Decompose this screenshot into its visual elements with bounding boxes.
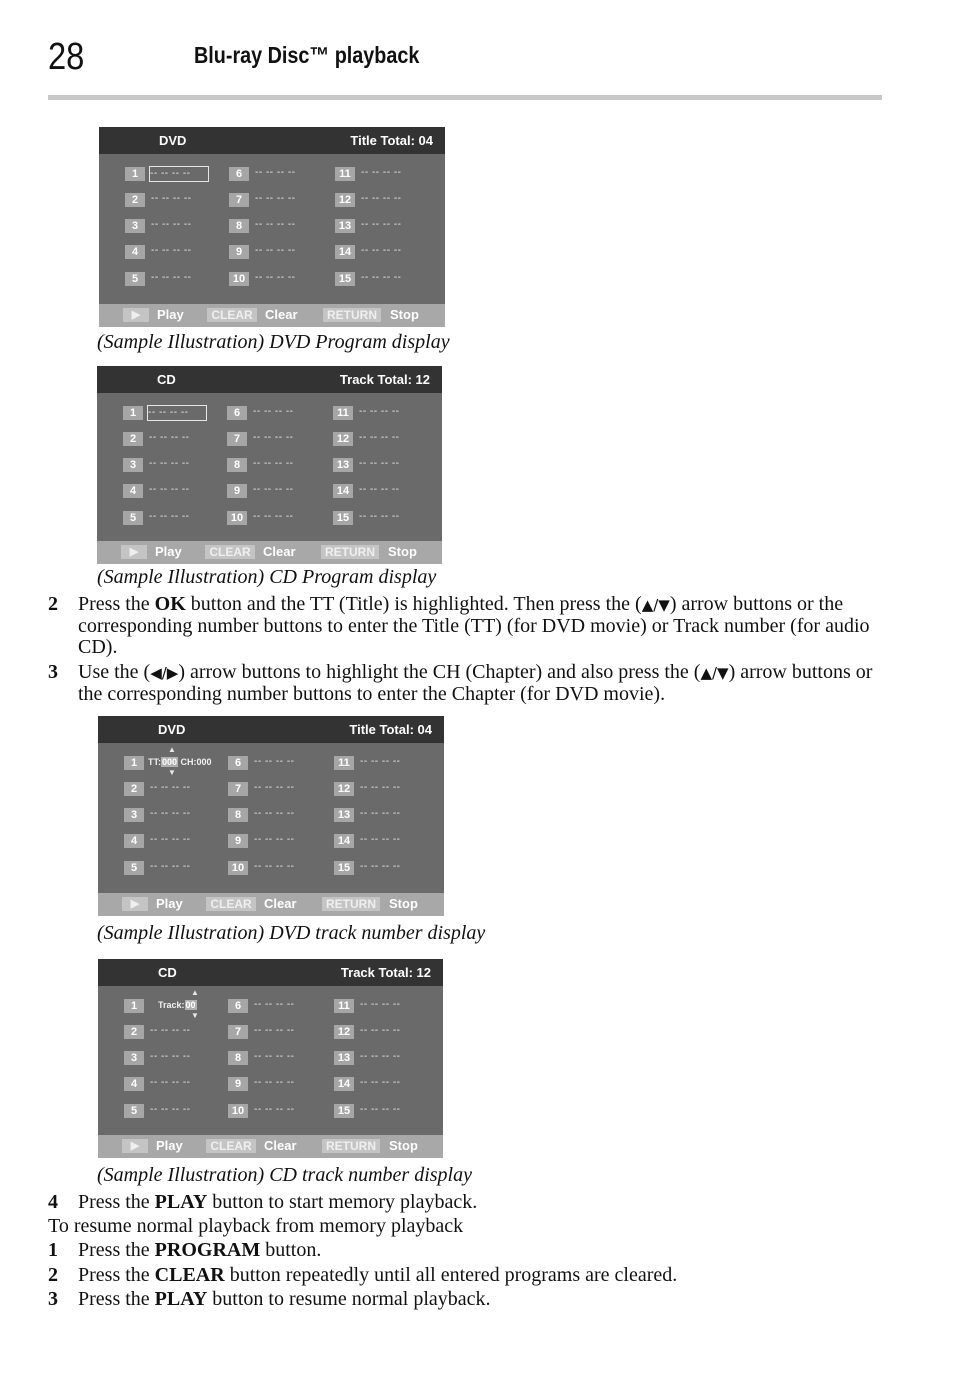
up-down-arrow-icon: ▲/▼: [641, 596, 670, 614]
slot-number: 8: [228, 1051, 248, 1065]
panel-footer: [99, 304, 445, 327]
step-number: 4: [48, 1191, 58, 1213]
slot-value: -- -- -- --: [149, 432, 190, 443]
slot-number: 6: [227, 406, 247, 420]
slot-value: -- -- -- --: [150, 1104, 191, 1115]
step-number: 2: [48, 593, 58, 615]
program-slot: [335, 271, 435, 287]
program-slot: [229, 166, 329, 182]
program-slot: [124, 1024, 224, 1040]
slot-value: -- -- -- --: [150, 808, 191, 819]
program-slot: [123, 483, 223, 499]
slot-value: -- -- -- --: [254, 1104, 295, 1115]
panel-header: [98, 959, 443, 986]
slot-value: -- -- -- --: [254, 861, 295, 872]
slot-value: -- -- -- --: [359, 432, 400, 443]
cd-program-display: [97, 366, 442, 564]
program-slot: [335, 244, 435, 260]
slot-number: 2: [125, 193, 145, 207]
caption-dvd-track: (Sample Illustration) DVD track number display: [97, 922, 486, 944]
slot-number: 13: [334, 808, 354, 822]
slot-number: 3: [125, 219, 145, 233]
program-grid: [99, 154, 445, 304]
slot-value: -- -- -- --: [151, 193, 192, 204]
slot-number: 6: [228, 756, 248, 770]
slot-value: -- -- -- --: [360, 1104, 401, 1115]
program-slot: [334, 755, 434, 771]
slot-value: -- -- -- --: [255, 167, 296, 178]
step-3: [48, 662, 888, 705]
slot-value: -- -- -- --: [255, 245, 296, 256]
program-slot: [123, 405, 223, 421]
slot-number: 15: [334, 861, 354, 875]
slot-number: 6: [229, 167, 249, 181]
slot-value: -- -- -- --: [361, 245, 402, 256]
slot-number: 4: [124, 834, 144, 848]
cd-track-number-display: [98, 959, 443, 1158]
resume-step-1: [48, 1240, 888, 1261]
slot-value: -- -- -- --: [149, 458, 190, 469]
slot-value: -- -- -- --: [360, 1051, 401, 1062]
program-slot: [124, 781, 224, 797]
step-text: Use the (◀/▶) arrow buttons to highlight the CH (Chapter) and also press the (▲/▼) arrow buttons or the corresponding number buttons to enter the Chapter (for DVD movie).: [78, 661, 873, 705]
clear-key: CLEAR: [206, 1139, 256, 1153]
slot-number: 5: [123, 511, 143, 525]
decrement-arrow-icon: ▼: [191, 1011, 199, 1020]
program-slot: [124, 1103, 224, 1119]
panel-total: Track Total: 12: [340, 965, 431, 980]
step-number: 1: [48, 1239, 58, 1261]
slot-number: 2: [123, 432, 143, 446]
slot-number: 9: [227, 484, 247, 498]
program-grid: [98, 743, 444, 893]
program-slot: [124, 1076, 224, 1092]
program-slot: [334, 860, 434, 876]
program-slot: [124, 860, 224, 876]
program-slot: [228, 781, 328, 797]
play-label: Play: [156, 896, 183, 911]
play-label: Play: [155, 544, 182, 559]
slot-number: 2: [124, 782, 144, 796]
slot-number: 7: [228, 782, 248, 796]
slot-value: -- -- -- --: [361, 272, 402, 283]
slot-value: -- -- -- --: [255, 219, 296, 230]
slot-number: 8: [229, 219, 249, 233]
tt-value[interactable]: 000: [162, 757, 178, 767]
slot-number: 2: [124, 1025, 144, 1039]
program-slot: [228, 1050, 328, 1066]
program-slot: [229, 218, 329, 234]
slot-value: -- -- -- --: [359, 406, 400, 417]
stop-label: Stop: [389, 896, 418, 911]
slot-value: -- -- -- --: [150, 861, 191, 872]
slot-value: -- -- -- --: [253, 432, 294, 443]
caption-cd-track: (Sample Illustration) CD track number display: [97, 1164, 472, 1186]
program-slot: [227, 431, 327, 447]
panel-total: Track Total: 12: [339, 372, 430, 387]
step-text: Press the PLAY button to resume normal playback.: [78, 1288, 491, 1310]
slot-value: -- -- -- --: [359, 511, 400, 522]
slot-number: 9: [229, 245, 249, 259]
resume-heading: To resume normal playback from memory playback: [48, 1215, 464, 1237]
program-slot: [334, 1024, 434, 1040]
clear-label: Clear: [264, 1138, 297, 1153]
slot-number: 5: [125, 272, 145, 286]
slot-number: 8: [228, 808, 248, 822]
slot-number: 11: [333, 406, 353, 420]
program-grid: [98, 986, 443, 1136]
program-slot: [229, 244, 329, 260]
slot-value: -- -- -- --: [150, 1077, 191, 1088]
panel-total: Title Total: 04: [350, 133, 433, 148]
step-2: [48, 594, 888, 658]
program-slot: [123, 457, 223, 473]
step-text: Press the PLAY button to start memory playback.: [78, 1191, 478, 1213]
slot-value: -- -- -- --: [255, 193, 296, 204]
slot-value: -- -- -- --: [149, 511, 190, 522]
program-slot: [124, 807, 224, 823]
slot-number: 9: [228, 834, 248, 848]
panel-header: [99, 127, 445, 154]
step-number: 2: [48, 1264, 58, 1286]
program-slot: [227, 457, 327, 473]
tt-label: TT:: [148, 757, 161, 767]
step-number: 3: [48, 661, 58, 683]
program-slot: [228, 833, 328, 849]
step-number: 3: [48, 1288, 58, 1310]
program-slot: [227, 405, 327, 421]
slot-number: 13: [335, 219, 355, 233]
panel-mode: DVD: [159, 133, 187, 148]
slot-number: 7: [229, 193, 249, 207]
program-slot: [124, 1050, 224, 1066]
slot-number: 12: [335, 193, 355, 207]
slot-value: -- -- -- --: [360, 1025, 401, 1036]
slot-value: -- -- -- --: [360, 756, 401, 767]
panel-mode: CD: [157, 372, 176, 387]
slot-value: -- -- -- --: [254, 756, 295, 767]
ch-label: CH:000: [180, 757, 212, 767]
slot-number: 15: [333, 511, 353, 525]
header-rule: [48, 95, 882, 100]
slot-number: 1: [123, 406, 143, 420]
slot-value: -- -- -- --: [151, 245, 192, 256]
caption-cd-program: (Sample Illustration) CD Program display: [97, 566, 437, 588]
program-slot: [334, 807, 434, 823]
program-slot: [333, 405, 433, 421]
program-slot: [333, 457, 433, 473]
slot-number: 3: [124, 1051, 144, 1065]
play-key-icon: ▶: [122, 897, 148, 911]
slot-number: 11: [335, 167, 355, 181]
dvd-track-number-display: [98, 716, 444, 916]
return-key: RETURN: [322, 1139, 380, 1153]
program-slot: [334, 781, 434, 797]
slot-value: -- -- -- --: [359, 458, 400, 469]
program-slot: [228, 998, 328, 1014]
clear-key: CLEAR: [206, 897, 256, 911]
panel-footer: [97, 541, 442, 564]
play-key-icon: ▶: [123, 308, 149, 322]
return-key: RETURN: [323, 308, 381, 322]
step-4: [48, 1192, 888, 1213]
slot-number: 7: [227, 432, 247, 446]
slot-value: -- -- -- --: [361, 219, 402, 230]
slot-value: -- -- -- --: [360, 1077, 401, 1088]
slot-number: 1: [124, 756, 144, 770]
track-label: Track:: [158, 1000, 185, 1010]
play-label: Play: [157, 307, 184, 322]
panel-header: [97, 366, 442, 393]
step-text: Press the CLEAR button repeatedly until all entered programs are cleared.: [78, 1264, 678, 1286]
slot-number: 3: [123, 458, 143, 472]
panel-total: Title Total: 04: [349, 722, 432, 737]
slot-number: 1: [125, 167, 145, 181]
panel-mode: CD: [158, 965, 177, 980]
program-slot: [229, 271, 329, 287]
slot-value: -- -- -- --: [253, 484, 294, 495]
program-slot: [334, 998, 434, 1014]
program-slot: [227, 483, 327, 499]
slot-value: -- -- -- --: [360, 999, 401, 1010]
increment-arrow-icon: ▲: [168, 745, 176, 754]
program-slot: [228, 1076, 328, 1092]
slot-number: 10: [229, 272, 249, 286]
slot-value: [148, 745, 228, 777]
stop-label: Stop: [388, 544, 417, 559]
slot-number: 4: [124, 1077, 144, 1091]
increment-arrow-icon: ▲: [191, 988, 199, 997]
step-text: Press the PROGRAM button.: [78, 1239, 322, 1261]
page-number: 28: [48, 36, 85, 78]
program-slot: [125, 192, 225, 208]
slot-number: 4: [125, 245, 145, 259]
return-key: RETURN: [322, 897, 380, 911]
program-slot: [125, 244, 225, 260]
slot-number: 13: [334, 1051, 354, 1065]
slot-value: -- -- -- --: [147, 405, 207, 421]
program-slot: [228, 860, 328, 876]
slot-number: 14: [333, 484, 353, 498]
slot-number: 12: [334, 1025, 354, 1039]
slot-number: 10: [228, 861, 248, 875]
slot-number: 5: [124, 1104, 144, 1118]
program-slot: [333, 483, 433, 499]
program-slot: [335, 218, 435, 234]
program-slot: [228, 1103, 328, 1119]
slot-value: -- -- -- --: [254, 1077, 295, 1088]
slot-number: 8: [227, 458, 247, 472]
slot-number: 9: [228, 1077, 248, 1091]
clear-label: Clear: [265, 307, 298, 322]
slot-value: -- -- -- --: [253, 406, 294, 417]
clear-key: CLEAR: [207, 308, 257, 322]
slot-number: 10: [227, 511, 247, 525]
clear-key: CLEAR: [205, 545, 255, 559]
slot-value: -- -- -- --: [150, 1025, 191, 1036]
play-label: Play: [156, 1138, 183, 1153]
slot-value: -- -- -- --: [360, 808, 401, 819]
program-slot: [334, 1050, 434, 1066]
decrement-arrow-icon: ▼: [168, 768, 176, 777]
resume-step-2: [48, 1265, 888, 1286]
slot-number: 12: [334, 782, 354, 796]
slot-number: 15: [334, 1104, 354, 1118]
slot-number: 13: [333, 458, 353, 472]
dvd-program-display: [99, 127, 445, 327]
return-key: RETURN: [321, 545, 379, 559]
program-slot: [335, 166, 435, 182]
track-value[interactable]: 00: [185, 1000, 196, 1010]
slot-value: -- -- -- --: [254, 808, 295, 819]
clear-label: Clear: [264, 896, 297, 911]
slot-number: 5: [124, 861, 144, 875]
slot-number: 7: [228, 1025, 248, 1039]
slot-number: 12: [333, 432, 353, 446]
slot-value: -- -- -- --: [150, 1051, 191, 1062]
slot-value: -- -- -- --: [149, 484, 190, 495]
slot-number: 14: [334, 1077, 354, 1091]
stop-label: Stop: [390, 307, 419, 322]
program-slot: [333, 431, 433, 447]
panel-footer: [98, 1135, 443, 1158]
program-slot: [228, 1024, 328, 1040]
program-slot: [335, 192, 435, 208]
slot-value: -- -- -- --: [254, 1025, 295, 1036]
program-slot: [124, 833, 224, 849]
slot-value: -- -- -- --: [150, 782, 191, 793]
program-slot: [123, 431, 223, 447]
slot-value: -- -- -- --: [361, 193, 402, 204]
program-slot: [334, 1103, 434, 1119]
program-slot: [228, 807, 328, 823]
slot-number: 14: [335, 245, 355, 259]
program-slot: [123, 510, 223, 526]
slot-number: 10: [228, 1104, 248, 1118]
program-slot: [334, 833, 434, 849]
play-key-icon: ▶: [121, 545, 147, 559]
play-key-icon: ▶: [122, 1139, 148, 1153]
program-grid: [97, 393, 442, 543]
program-slot: [125, 271, 225, 287]
slot-value: -- -- -- --: [359, 484, 400, 495]
slot-number: 14: [334, 834, 354, 848]
program-slot: [229, 192, 329, 208]
slot-value: -- -- -- --: [360, 861, 401, 872]
program-slot: [334, 1076, 434, 1092]
header-title: Blu-ray Disc™ playback: [194, 42, 420, 68]
program-slot: [228, 755, 328, 771]
program-slot: [125, 218, 225, 234]
slot-number: 6: [228, 999, 248, 1013]
slot-value: -- -- -- --: [361, 167, 402, 178]
resume-step-3: [48, 1289, 888, 1310]
slot-value: -- -- -- --: [253, 511, 294, 522]
slot-number: 3: [124, 808, 144, 822]
slot-value: -- -- -- --: [360, 782, 401, 793]
step-text: Press the OK button and the TT (Title) is highlighted. Then press the (▲/▼) arrow buttons or the corresponding number buttons to enter the Title (TT) (for DVD movie) or Track number (for audio CD).: [78, 593, 870, 658]
program-slot: [227, 510, 327, 526]
panel-footer: [98, 893, 444, 916]
stop-label: Stop: [389, 1138, 418, 1153]
panel-mode: DVD: [158, 722, 186, 737]
slot-number: 11: [334, 999, 354, 1013]
program-slot: [333, 510, 433, 526]
caption-dvd-program: (Sample Illustration) DVD Program display: [97, 331, 450, 353]
slot-value: -- -- -- --: [151, 219, 192, 230]
program-slot: [124, 988, 224, 1020]
slot-value: -- -- -- --: [150, 834, 191, 845]
slot-value: -- -- -- --: [253, 458, 294, 469]
slot-value: -- -- -- --: [360, 834, 401, 845]
panel-header: [98, 716, 444, 743]
up-down-arrow-icon: ▲/▼: [700, 664, 729, 682]
slot-value: -- -- -- --: [151, 272, 192, 283]
slot-value: -- -- -- --: [254, 1051, 295, 1062]
slot-value: [158, 988, 218, 1020]
slot-value: -- -- -- --: [254, 999, 295, 1010]
slot-number: 11: [334, 756, 354, 770]
slot-number: 4: [123, 484, 143, 498]
slot-number: 1: [124, 999, 144, 1013]
left-right-arrow-icon: ◀/▶: [150, 664, 179, 682]
slot-value: -- -- -- --: [254, 782, 295, 793]
slot-number: 15: [335, 272, 355, 286]
slot-value: -- -- -- --: [254, 834, 295, 845]
program-slot: [125, 166, 225, 182]
slot-value: -- -- -- --: [149, 166, 209, 182]
slot-value: -- -- -- --: [255, 272, 296, 283]
program-slot: [124, 745, 224, 777]
clear-label: Clear: [263, 544, 296, 559]
